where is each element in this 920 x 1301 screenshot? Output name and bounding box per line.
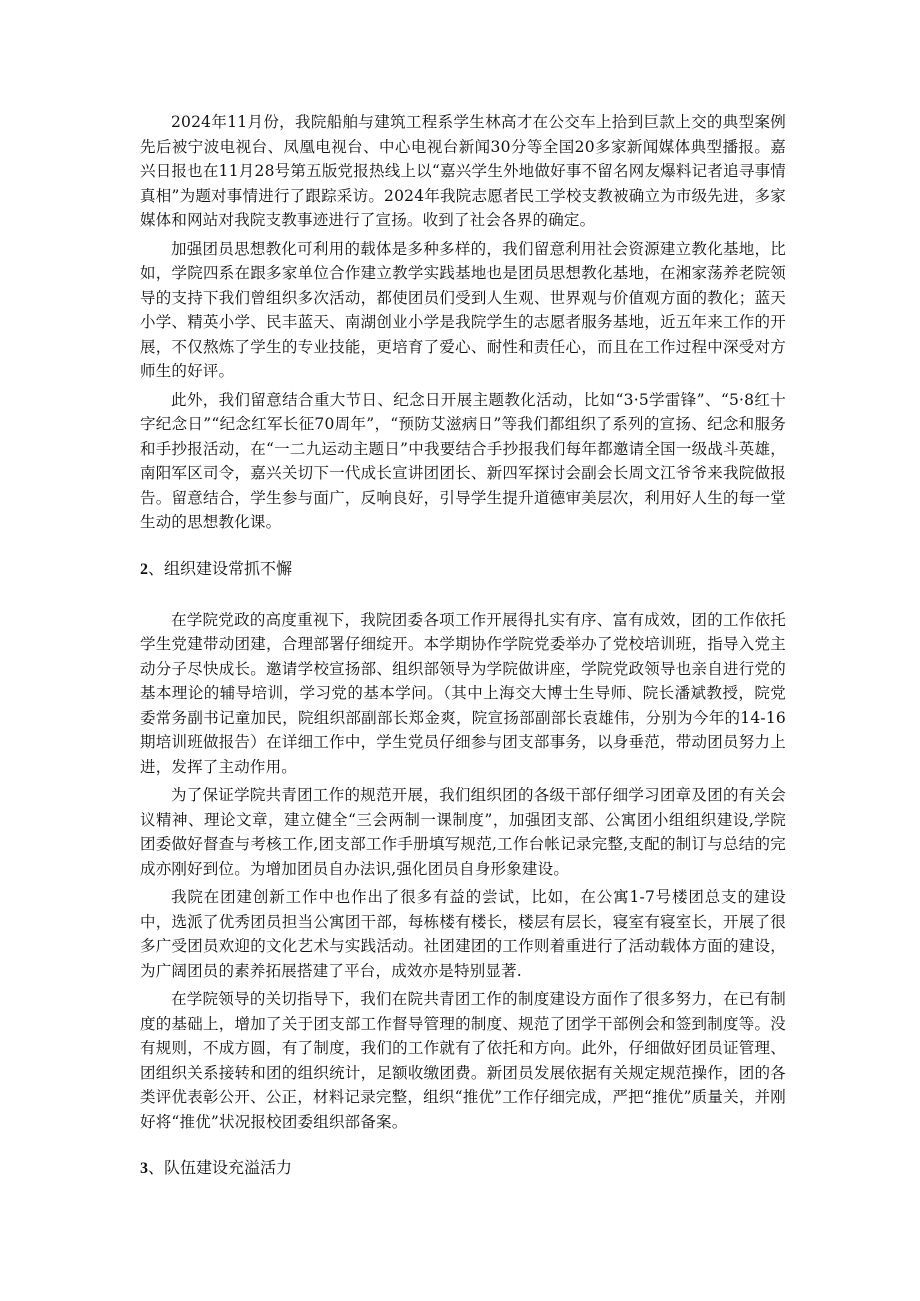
paragraph-system-building: 在学院领导的关切指导下，我们在院共青团工作的制度建设方面作了很多努力，在已有制度的基础上，增加了关于团支部工作督导管理的制度、规范了团学干部例会和签到制度等。没有规则，不成方圆，有了制度，我们的工作就有了依托和方向。此外，仔细做好团员证管理、团组织关系接转和团的组织统计，足额收缴团费。新团员发展依据有关规定规范操作，团的各类评优表彰公开、公正，材料记录完整，组织“推优”工作仔细完成，严把“推优”质量关，并刚好将“推优”状况报校团委组织部备案。 [140,990,786,1131]
paragraph-standardization: 为了保证学院共青团工作的规范开展，我们组织团的各级干部仔细学习团章及团的有关会议精神、理论文章，建立健全“三会两制一课制度”，加强团支部、公寓团小组组织建设,学院团委做好督查与考核工作,团支部工作手册填写规范,工作台帐记录完整,支配的制订与总结的完成亦刚好到位。为增加团员自办法识,强化团员自身形象建设。 [140,786,786,878]
paragraph-education-bases: 加强团员思想教化可利用的载体是多种多样的，我们留意利用社会资源建立教化基地，比如，学院四系在跟多家单位合作建立教学实践基地也是团员思想教化基地，在湘家荡养老院领导的支持下我们曾组织多次活动，都使团员们受到人生观、世界观与价值观方面的教化；蓝天小学、精英小学、民丰蓝天、南湖创业小学是我院学生的志愿者服务基地，近五年来工作的开展，不仅熬炼了学生的专业技能，更培育了爱心、耐性和责任心，而且在工作过程中深受对方师生的好评。 [140,239,786,380]
paragraph-media-coverage: 2024年11月份，我院船舶与建筑工程系学生林高才在公交车上拾到巨款上交的典型案例先后被宁波电视台、凤凰电视台、中心电视台新闻30分等全国20多家新闻媒体典型播报。嘉兴日报也在11月28号第五版党报热线上以“嘉兴学生外地做好事不留名网友爆料记者追寻事情真相”为题对事情进行了跟踪采访。2024年我院志愿者民工学校支教被确立为市级先进，多家媒体和网站对我院支教事迹进行了宣扬。收到了社会各界的确定。 [140,113,786,229]
section-title: 、组织建设常抓不懈 [148,558,293,578]
section-number: 3 [140,1160,148,1177]
paragraph-innovation: 我院在团建创新工作中也作出了很多有益的尝试，比如，在公寓1-7号楼团总支的建设中，选派了优秀团员担当公寓团干部，每栋楼有楼长，楼层有层长，寝室有寝室长，开展了很多广受团员欢迎的文化艺术与实践活动。社团建团的工作则着重进行了活动载体方面的建设，为广阔团员的素养拓展搭建了平台，成效亦是特别显著. [140,888,786,980]
document-page [140,110,786,1181]
section-number: 2 [140,560,148,578]
section-heading-organization [140,557,786,582]
section-heading-team [140,1156,786,1181]
paragraph-party-training: 在学院党政的高度重视下，我院团委各项工作开展得扎实有序、富有成效，团的工作依托学生党建带动团建，合理部署仔细绽开。本学期协作学院党委举办了党校培训班，指导入党主动分子尽快成长。邀请学校宣扬部、组织部领导为学院做讲座，学院党政领导也亲自进行党的基本理论的辅导培训，学习党的基本学问。（其中上海交大博士生导师、院长潘斌教授，院党委常务副书记童加民，院组织部副部长郑金爽，院宣扬部副部长袁雄伟，分别为今年的14-16期培训班做报告）在详细工作中，学生党员仔细参与团支部事务，以身垂范，带动团员努力上进，发挥了主动作用。 [140,610,786,776]
section-title: 、队伍建设充溢活力 [148,1158,293,1177]
paragraph-themed-activities: 此外，我们留意结合重大节日、纪念日开展主题教化活动，比如“3·5学雷锋”、“5·8红十字纪念日”“纪念红军长征70周年”，“预防艾滋病日”等我们都组织了系列的宣扬、纪念和服务和手抄报活动，在“一二九运动主题日”中我要结合手抄报我们每年都邀请全国一级战斗英雄，南阳军区司令，嘉兴关切下一代成长宣讲团团长、新四军探讨会副会长周文江爷爷来我院做报告。留意结合，学生参与面广，反响良好，引导学生提升道德审美层次，利用好人生的每一堂生动的思想教化课。 [140,390,786,531]
